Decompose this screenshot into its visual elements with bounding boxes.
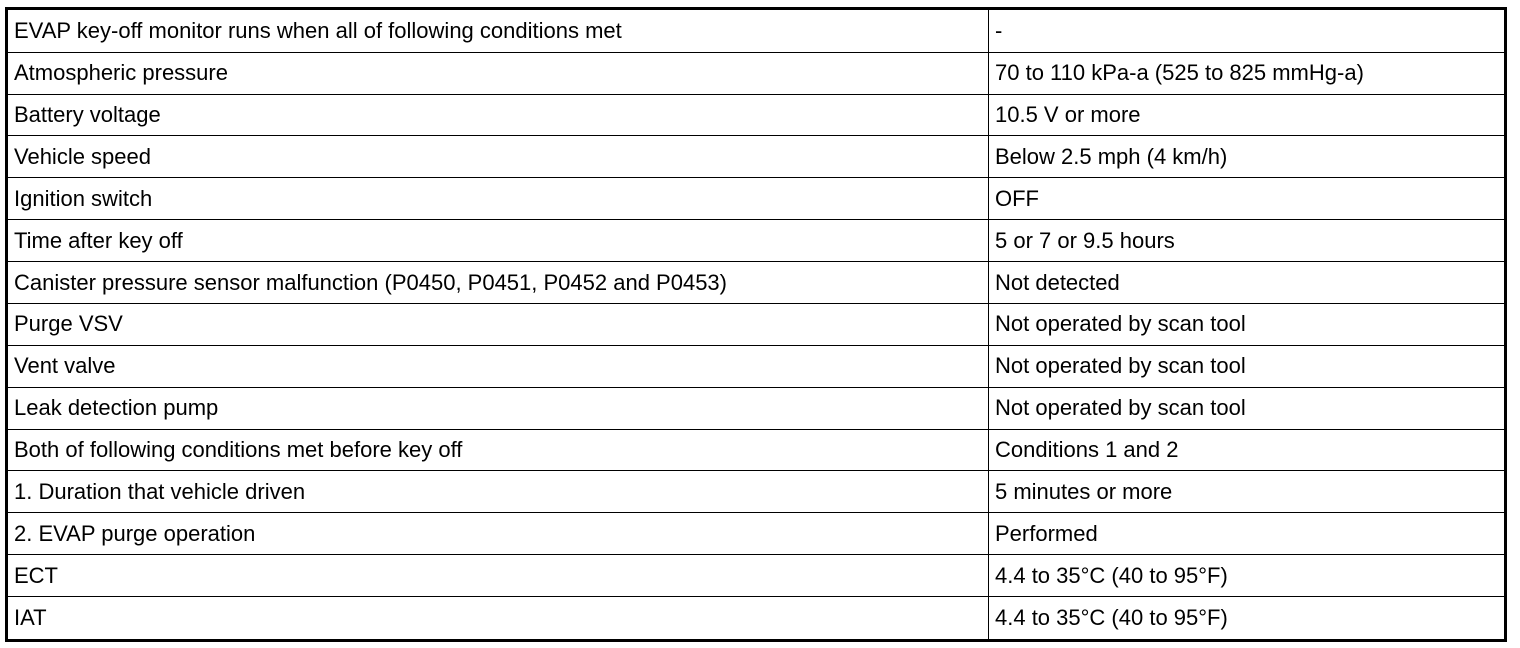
condition-cell: Leak detection pump <box>7 387 989 429</box>
condition-cell: Purge VSV <box>7 303 989 345</box>
condition-cell: Time after key off <box>7 220 989 262</box>
value-cell: OFF <box>989 178 1506 220</box>
value-cell: Below 2.5 mph (4 km/h) <box>989 136 1506 178</box>
condition-cell: EVAP key-off monitor runs when all of following conditions met <box>7 9 989 53</box>
table-row <box>7 303 1506 345</box>
conditions-table <box>5 7 1507 642</box>
value-cell: 70 to 110 kPa-a (525 to 825 mmHg-a) <box>989 52 1506 94</box>
table-row <box>7 471 1506 513</box>
value-cell: 4.4 to 35°C (40 to 95°F) <box>989 555 1506 597</box>
condition-cell: 2. EVAP purge operation <box>7 513 989 555</box>
condition-cell: Ignition switch <box>7 178 989 220</box>
value-cell: 4.4 to 35°C (40 to 95°F) <box>989 597 1506 641</box>
table-row <box>7 429 1506 471</box>
table-row <box>7 513 1506 555</box>
table-row <box>7 555 1506 597</box>
condition-cell: Atmospheric pressure <box>7 52 989 94</box>
value-cell: Not operated by scan tool <box>989 345 1506 387</box>
table-row <box>7 52 1506 94</box>
condition-cell: Battery voltage <box>7 94 989 136</box>
condition-cell: IAT <box>7 597 989 641</box>
value-cell: Conditions 1 and 2 <box>989 429 1506 471</box>
table-row <box>7 94 1506 136</box>
condition-cell: Vehicle speed <box>7 136 989 178</box>
conditions-table-body <box>7 9 1506 641</box>
condition-cell: 1. Duration that vehicle driven <box>7 471 989 513</box>
table-row <box>7 136 1506 178</box>
table-row <box>7 597 1506 641</box>
value-cell: Not operated by scan tool <box>989 387 1506 429</box>
condition-cell: Both of following conditions met before key off <box>7 429 989 471</box>
value-cell: Not operated by scan tool <box>989 303 1506 345</box>
value-cell: 5 or 7 or 9.5 hours <box>989 220 1506 262</box>
table-row <box>7 220 1506 262</box>
value-cell: Not detected <box>989 262 1506 304</box>
table-row <box>7 178 1506 220</box>
value-cell: 10.5 V or more <box>989 94 1506 136</box>
condition-cell: ECT <box>7 555 989 597</box>
condition-cell: Vent valve <box>7 345 989 387</box>
table-row <box>7 345 1506 387</box>
condition-cell: Canister pressure sensor malfunction (P0450, P0451, P0452 and P0453) <box>7 262 989 304</box>
value-cell: Performed <box>989 513 1506 555</box>
table-row <box>7 262 1506 304</box>
value-cell: - <box>989 9 1506 53</box>
table-row <box>7 9 1506 53</box>
table-row <box>7 387 1506 429</box>
value-cell: 5 minutes or more <box>989 471 1506 513</box>
